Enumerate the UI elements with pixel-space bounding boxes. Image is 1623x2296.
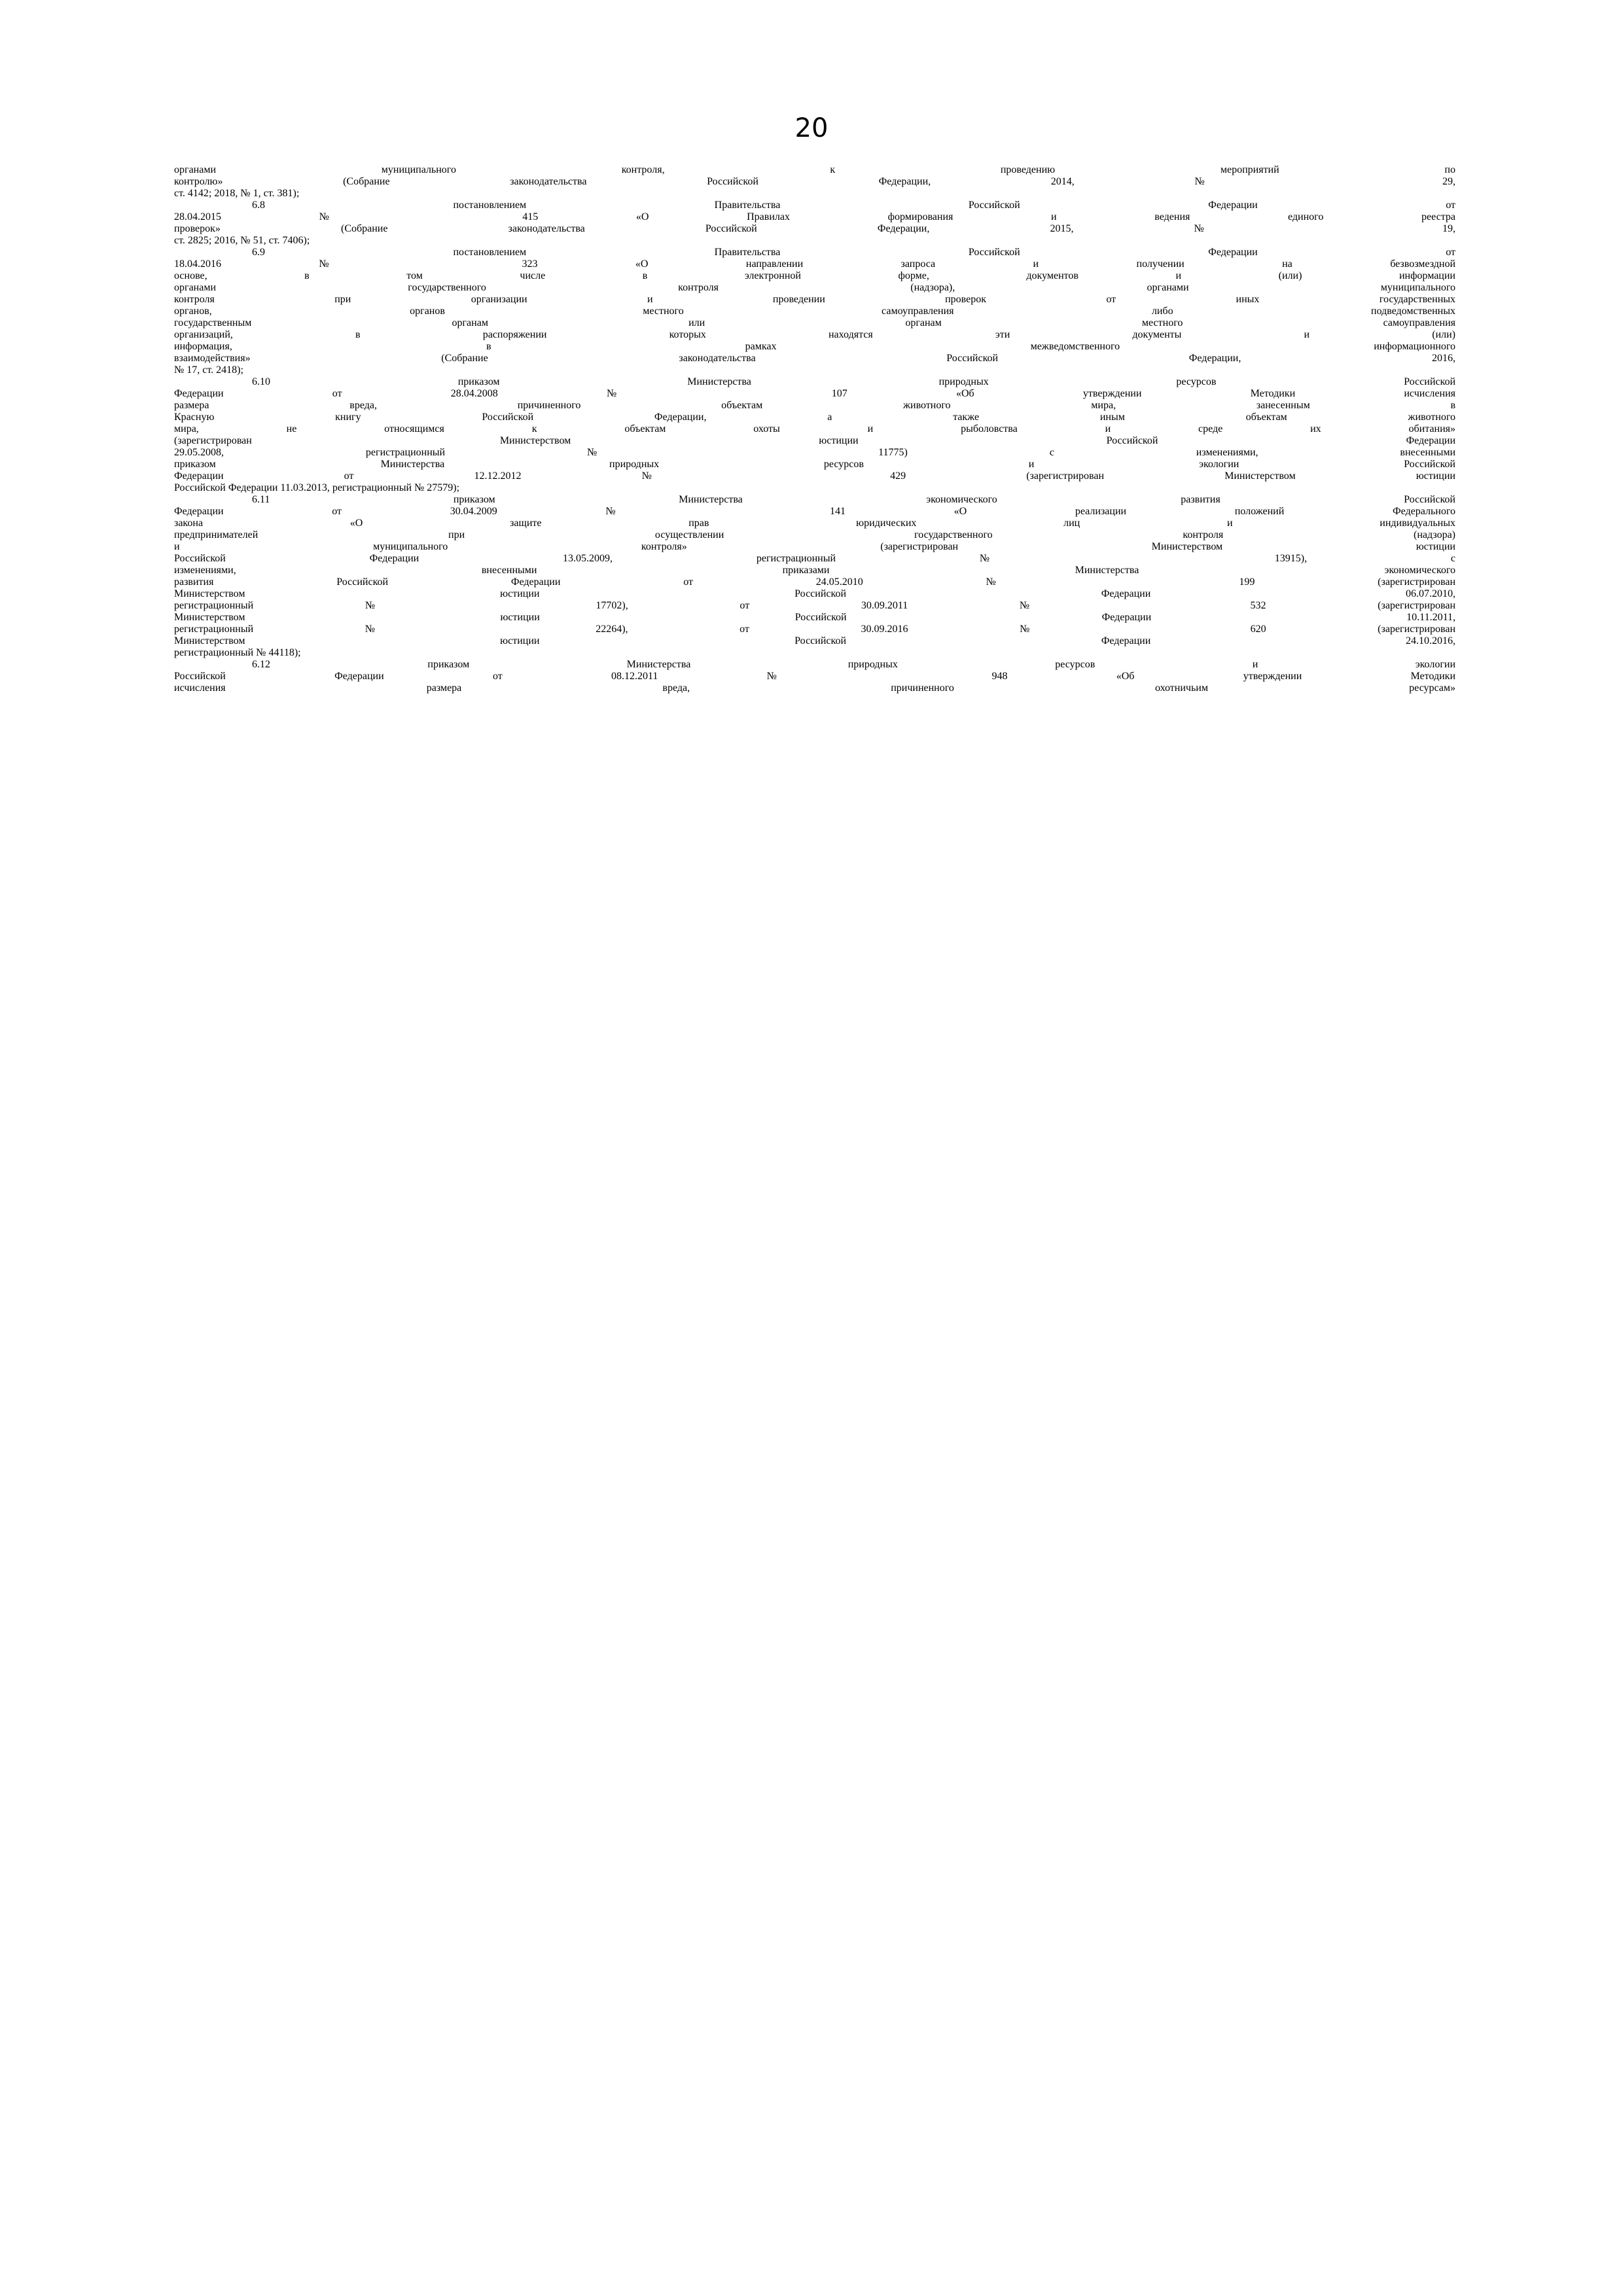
text-line: основе, в том числе в электронной форме, документов и (или) информации	[174, 270, 1455, 281]
text-line: государственным органам или органам местного самоуправления	[174, 317, 1455, 328]
text-line: исчисления размера вреда, причиненного охотничьим ресурсам»	[174, 682, 1455, 694]
paragraph-6-9-first-line: 6.9 постановлением Правительства Российской Федерации от	[252, 247, 1455, 258]
paragraph-6-8-first-line: 6.8 постановлением Правительства Российской Федерации от	[252, 200, 1455, 211]
text-line: Министерством юстиции Российской Федерации 10.11.2011,	[174, 612, 1455, 623]
text-line: Федерации от 28.04.2008 № 107 «Об утверждении Методики исчисления	[174, 388, 1455, 399]
text-line: мира, не относящимся к объектам охоты и рыболовства и среде их обитания»	[174, 423, 1455, 434]
text-line: регистрационный № 17702), от 30.09.2011 № 532 (зарегистрирован	[174, 600, 1455, 611]
text-line: Красную книгу Российской Федерации, а также иным объектам животного	[174, 412, 1455, 423]
text-line: Российской Федерации от 08.12.2011 № 948 «Об утверждении Методики	[174, 671, 1455, 682]
text-line: органами государственного контроля (надзора), органами муниципального	[174, 282, 1455, 293]
text-line: и муниципального контроля» (зарегистрирован Министерством юстиции	[174, 541, 1455, 552]
text-line: регистрационный № 22264), от 30.09.2016 № 620 (зарегистрирован	[174, 624, 1455, 635]
text-line: Федерации от 12.12.2012 № 429 (зарегистрирован Министерством юстиции	[174, 470, 1455, 482]
text-line: регистрационный № 44118);	[174, 647, 301, 658]
text-line: органами муниципального контроля, к проведению мероприятий по	[174, 164, 1455, 175]
text-line: развития Российской Федерации от 24.05.2010 № 199 (зарегистрирован	[174, 576, 1455, 588]
paragraph-6-12-first-line: 6.12 приказом Министерства природных ресурсов и экологии	[252, 659, 1455, 670]
text-line: размера вреда, причиненного объектам животного мира, занесенным в	[174, 400, 1455, 411]
text-line: изменениями, внесенными приказами Министерства экономического	[174, 565, 1455, 576]
text-line: Министерством юстиции Российской Федерации 06.07.2010,	[174, 588, 1455, 599]
text-line: 18.04.2016 № 323 «О направлении запроса и получении на безвозмездной	[174, 258, 1455, 270]
text-line: информация, в рамках межведомственного информационного	[174, 341, 1455, 352]
text-line: Российской Федерации 11.03.2013, регистрационный № 27579);	[174, 482, 460, 493]
text-line: проверок» (Собрание законодательства Российской Федерации, 2015, № 19,	[174, 223, 1455, 234]
text-line: организаций, в распоряжении которых находятся эти документы и (или)	[174, 329, 1455, 340]
document-body	[174, 164, 1455, 694]
text-line: приказом Министерства природных ресурсов и экологии Российской	[174, 459, 1455, 470]
text-line: ст. 2825; 2016, № 51, ст. 7406);	[174, 235, 310, 246]
text-line: взаимодействия» (Собрание законодательства Российской Федерации, 2016,	[174, 353, 1455, 364]
text-line: (зарегистрирован Министерством юстиции Российской Федерации	[174, 435, 1455, 446]
text-line: 29.05.2008, регистрационный № 11775) с изменениями, внесенными	[174, 447, 1455, 458]
text-line: закона «О защите прав юридических лиц и индивидуальных	[174, 518, 1455, 529]
text-line: Российской Федерации 13.05.2009, регистрационный № 13915), с	[174, 553, 1455, 564]
text-line: Министерством юстиции Российской Федерации 24.10.2016,	[174, 635, 1455, 646]
text-line: Федерации от 30.04.2009 № 141 «О реализации положений Федерального	[174, 506, 1455, 517]
text-line: органов, органов местного самоуправления либо подведомственных	[174, 306, 1455, 317]
page-number: 20	[794, 113, 829, 143]
text-line: предпринимателей при осуществлении государственного контроля (надзора)	[174, 529, 1455, 540]
text-line: контроля при организации и проведении проверок от иных государственных	[174, 294, 1455, 305]
paragraph-6-10-first-line: 6.10 приказом Министерства природных ресурсов Российской	[252, 376, 1455, 387]
paragraph-6-11-first-line: 6.11 приказом Министерства экономического развития Российской	[252, 494, 1455, 505]
text-line: ст. 4142; 2018, № 1, ст. 381);	[174, 188, 300, 199]
text-line: 28.04.2015 № 415 «О Правилах формирования и ведения единого реестра	[174, 211, 1455, 222]
text-line: контролю» (Собрание законодательства Российской Федерации, 2014, № 29,	[174, 176, 1455, 187]
text-line: № 17, ст. 2418);	[174, 364, 243, 376]
